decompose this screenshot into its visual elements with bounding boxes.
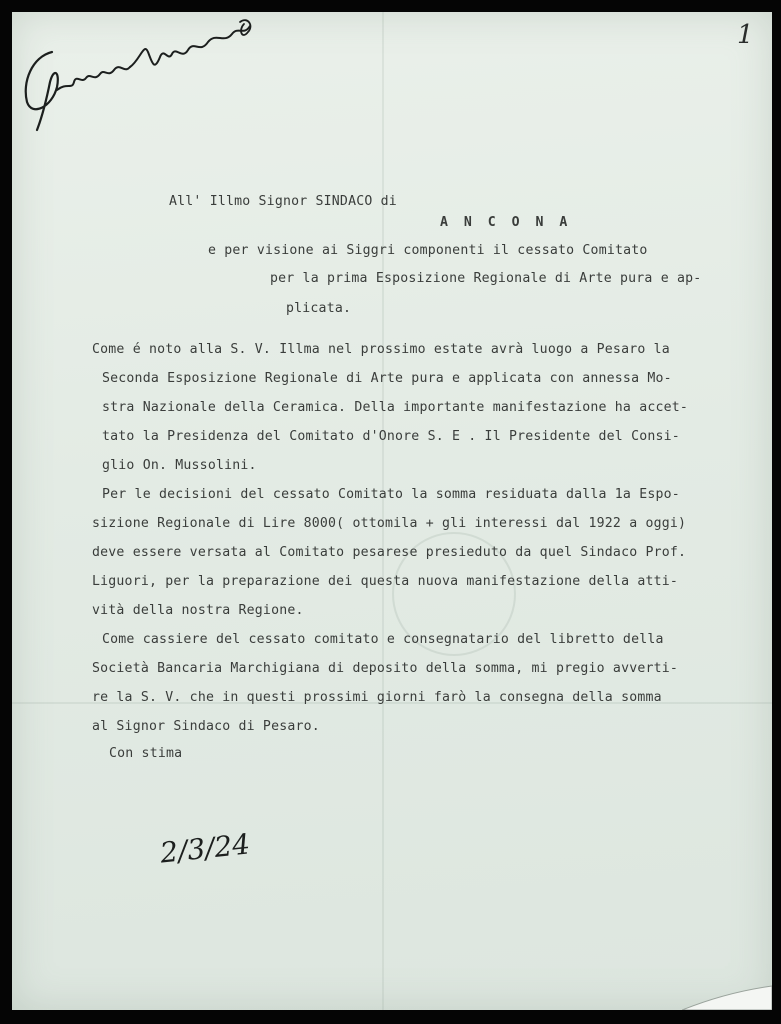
closing: Con stima: [109, 746, 183, 761]
body-line: Seconda Esposizione Regionale di Arte pura e applicata con annessa Mo-: [102, 371, 672, 386]
letter-sheet: [12, 12, 772, 1010]
page-number: 1: [737, 20, 754, 50]
body-line: Per le decisioni del cessato Comitato la somma residuata dalla 1a Espo-: [102, 487, 680, 502]
body-line: re la S. V. che in questi prossimi giorni farò la consegna della somma: [92, 690, 662, 705]
body-line: stra Nazionale della Ceramica. Della importante manifestazione ha accet-: [102, 400, 689, 415]
paper-corner-curl: [682, 980, 772, 1010]
body-line: sizione Regionale di Lire 8000( ottomila + gli interessi dal 1922 a oggi): [92, 516, 687, 531]
body-line: Come cassiere del cessato comitato e consegnatario del libretto della: [102, 632, 664, 647]
body-line: vità della nostra Regione.: [92, 603, 304, 618]
body-line: Liguori, per la preparazione dei questa nuova manifestazione della atti-: [92, 574, 679, 589]
address-line-1: All' Illmo Signor SINDACO di: [169, 194, 397, 209]
handwritten-date: 2/3/24: [158, 827, 252, 870]
body-line: al Signor Sindaco di Pesaro.: [92, 719, 320, 734]
body-line: deve essere versata al Comitato pesarese presieduto da quel Sindaco Prof.: [92, 545, 687, 560]
body-line: glio On. Mussolini.: [102, 458, 257, 473]
address-city: A N C O N A: [440, 215, 572, 230]
paper-fold-vertical: [382, 12, 384, 1010]
body-line: Come é noto alla S. V. Illma nel prossimo estate avrà luogo a Pesaro la: [92, 342, 670, 357]
address-line-4: per la prima Esposizione Regionale di Arte pura e ap-: [270, 271, 702, 286]
body-line: Società Bancaria Marchigiana di deposito della somma, mi pregio avverti-: [92, 661, 679, 676]
address-line-5: plicata.: [286, 301, 352, 316]
body-line: tato la Presidenza del Comitato d'Onore S. E . Il Presidente del Consi-: [102, 429, 680, 444]
address-line-3: e per visione ai Siggri componenti il cessato Comitato: [208, 243, 648, 258]
signature: [12, 12, 262, 132]
